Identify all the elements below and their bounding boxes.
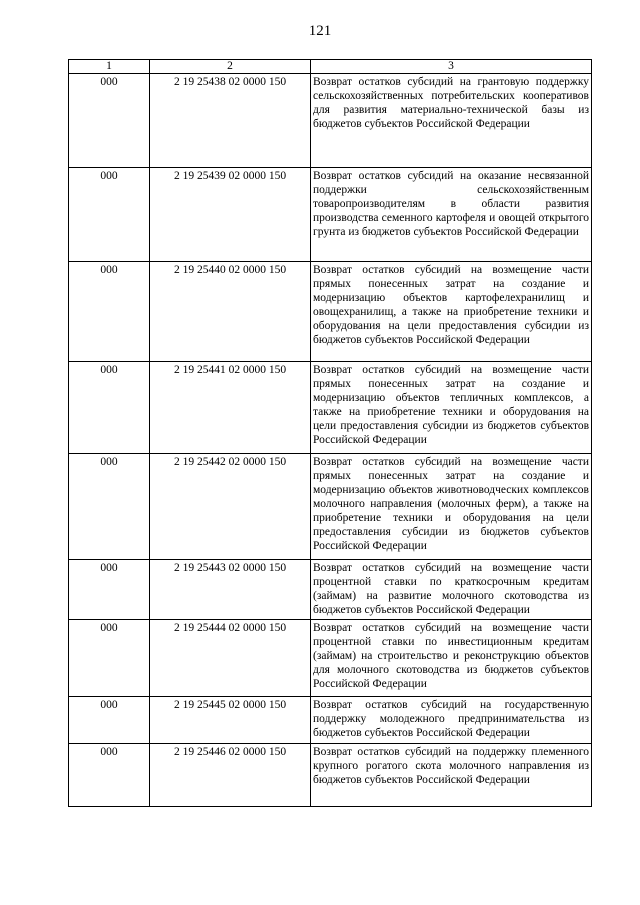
- table-row: [69, 560, 592, 620]
- description-cell: Возврат остатков субсидий на поддержку племенного крупного рогатого скота молочного направления из бюджетов субъектов Российской Федерации: [311, 744, 592, 807]
- budget-code-table: [68, 59, 592, 807]
- description-cell: Возврат остатков субсидий на возмещение части прямых понесенных затрат на создание и модернизацию объектов тепличных комплексов, а также на приобретение техники и оборудования на цели предоставления субсидии из бюджетов субъектов Российской Федерации: [311, 362, 592, 454]
- table-row: [69, 454, 592, 560]
- description-cell: Возврат остатков субсидий на государственную поддержку молодежного предпринимательства из бюджетов субъектов Российской Федерации: [311, 697, 592, 744]
- description-cell: Возврат остатков субсидий на возмещение части процентной ставки по инвестиционным кредитам (займам) на строительство и реконструкцию объектов для молочного скотоводства из бюджетов субъектов Российской Федерации: [311, 620, 592, 697]
- page-number: 121: [308, 23, 332, 39]
- table-row: [69, 262, 592, 362]
- column-header-1: 1: [69, 60, 150, 74]
- admin-code-cell: 000: [69, 620, 150, 697]
- admin-code-cell: 000: [69, 744, 150, 807]
- admin-code-cell: 000: [69, 560, 150, 620]
- admin-code-cell: 000: [69, 362, 150, 454]
- table-row: [69, 168, 592, 262]
- budget-code-cell: 2 19 25443 02 0000 150: [150, 560, 311, 620]
- budget-code-cell: 2 19 25438 02 0000 150: [150, 74, 311, 168]
- description-cell: Возврат остатков субсидий на возмещение части прямых понесенных затрат на создание и модернизацию объектов картофелехранилищ и овощехранилищ, а также на приобретение техники и оборудования на цели предоставления субсидии из бюджетов субъектов Российской Федерации: [311, 262, 592, 362]
- budget-code-cell: 2 19 25440 02 0000 150: [150, 262, 311, 362]
- budget-code-cell: 2 19 25442 02 0000 150: [150, 454, 311, 560]
- table-row: [69, 697, 592, 744]
- admin-code-cell: 000: [69, 74, 150, 168]
- description-cell: Возврат остатков субсидий на возмещение части процентной ставки по краткосрочным кредитам (займам) на развитие молочного скотоводства из бюджетов субъектов Российской Федерации: [311, 560, 592, 620]
- budget-code-cell: 2 19 25439 02 0000 150: [150, 168, 311, 262]
- description-cell: Возврат остатков субсидий на оказание несвязанной поддержки сельскохозяйственным товаропроизводителям в области развития производства семенного картофеля и овощей открытого грунта из бюджетов субъектов Российской Федерации: [311, 168, 592, 262]
- budget-code-cell: 2 19 25446 02 0000 150: [150, 744, 311, 807]
- column-header-3: 3: [311, 60, 592, 74]
- admin-code-cell: 000: [69, 697, 150, 744]
- table-row: [69, 74, 592, 168]
- table-header-row: [69, 60, 592, 74]
- description-cell: Возврат остатков субсидий на грантовую поддержку сельскохозяйственных потребительских кооперативов для развития материально-технической базы из бюджетов субъектов Российской Федерации: [311, 74, 592, 168]
- table-row: [69, 744, 592, 807]
- budget-code-cell: 2 19 25445 02 0000 150: [150, 697, 311, 744]
- budget-code-cell: 2 19 25444 02 0000 150: [150, 620, 311, 697]
- table-row: [69, 362, 592, 454]
- column-header-2: 2: [150, 60, 311, 74]
- table-row: [69, 620, 592, 697]
- admin-code-cell: 000: [69, 454, 150, 560]
- budget-code-cell: 2 19 25441 02 0000 150: [150, 362, 311, 454]
- admin-code-cell: 000: [69, 168, 150, 262]
- description-cell: Возврат остатков субсидий на возмещение части прямых понесенных затрат на создание и модернизацию объектов животноводческих комплексов молочного направления (молочных ферм), а также на приобретение техники и оборудования на цели предоставления субсидии из бюджетов субъектов Российской Федерации: [311, 454, 592, 560]
- admin-code-cell: 000: [69, 262, 150, 362]
